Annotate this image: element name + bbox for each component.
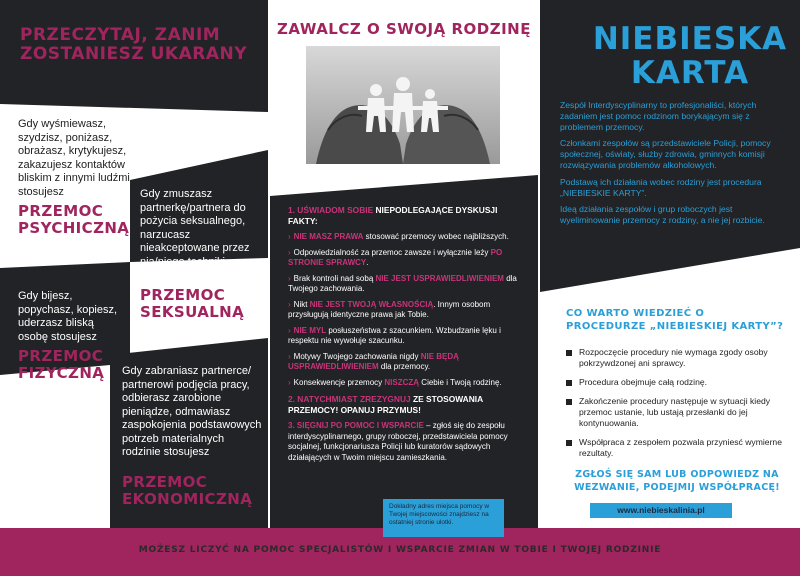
- arrow-icon: ›: [288, 351, 291, 361]
- step-3-lead: 3. SIĘGNIJ PO POMOC I WSPARCIE: [288, 421, 424, 430]
- middle-title: ZAWALCZ O SWOJĄ RODZINĘ: [277, 20, 531, 38]
- step-2: [288, 394, 522, 415]
- middle-body: [288, 205, 522, 468]
- middle-panel: [270, 0, 538, 528]
- fact-item: [288, 300, 522, 321]
- left-title: PRZECZYTAJ, ZANIM ZOSTANIESZ UKARANY: [20, 25, 248, 64]
- fact-highlight: PO STRONIE SPRAWCY: [288, 247, 503, 267]
- fact-item: [288, 274, 522, 295]
- step-2-lead: 2. NATYCHMIAST ZREZYGNUJ: [288, 394, 411, 404]
- step-3-rest: – zgłoś się do zespołu interdyscyplinarnego, grupy roboczej, przedstawiciela pomocy socjalnej, funkcjonariusza Policji lub kuratorów sądowych działających w Twoim miejscu zamieszkania.: [288, 421, 508, 462]
- bullet-square-icon: [566, 399, 572, 405]
- intro-paragraph: Zespół Interdyscyplinarny to profesjonaliści, których zadaniem jest pomoc rodzinom borykającym się z problemem przemocy.: [560, 100, 757, 132]
- right-panel: [540, 0, 800, 528]
- fact-text: .: [366, 258, 369, 267]
- facts-list: [288, 232, 522, 388]
- arrow-icon: ›: [288, 299, 291, 309]
- intro-paragraph: Ideą działania zespołów i grup roboczych jest wyeliminowanie przemocy z rodziny, a nie jej rozbicie.: [560, 204, 765, 226]
- left-panel: [0, 0, 268, 528]
- info-box: Dokładny adres miejsca pomocy w Twojej miejscowości znajdziesz na ostatniej stronie ulotki.: [383, 499, 504, 537]
- fact-highlight: NIE MYL: [293, 325, 327, 335]
- fact-highlight: NISZCZĄ: [384, 377, 420, 387]
- intro-paragraph: Członkami zespołów są przedstawiciele Policji, pomocy społecznej, oświaty, służby zdrowia, gminnych komisji rozwiązywania problemów alkoholowych.: [560, 138, 771, 170]
- intro-paragraph: Podstawą ich działania wobec rodziny jest procedura „NIEBIESKIE KARTY”.: [560, 176, 762, 198]
- step-1-rest: NIEPODLEGAJĄCE DYSKUSJI FAKTY:: [288, 205, 498, 226]
- psychological-violence-heading: PRZEMOC PSYCHICZNĄ: [18, 202, 130, 237]
- list-item: [566, 377, 788, 388]
- list-item-text: Rozpoczęcie procedury nie wymaga zgody osoby pokrzywdzonej ani sprawcy.: [579, 347, 768, 368]
- list-item-text: Zakończenie procedury następuje w sytuacji kiedy przemoc ustanie, lub ustają przesłanki do jej kontynuowania.: [579, 396, 771, 428]
- fact-text: dla przemocy.: [378, 362, 431, 371]
- fact-highlight: NIE JEST TWOJĄ WŁASNOŚCIĄ: [309, 299, 434, 309]
- fact-text: Ciebie i Twoją rodzinę.: [419, 377, 502, 387]
- website-link[interactable]: www.niebieskalinia.pl: [590, 503, 732, 518]
- fact-text: Konsekwencje przemocy: [293, 377, 385, 387]
- bullet-square-icon: [566, 440, 572, 446]
- sexual-violence-heading: PRZEMOC SEKSUALNĄ: [140, 286, 245, 321]
- call-to-action: ZGŁOŚ SIĘ SAM LUB ODPOWIEDZ NA WEZWANIE, PODEJMIJ WSPÓŁPRACĘ!: [574, 469, 780, 493]
- list-item: [566, 396, 788, 429]
- economic-violence-heading: PRZEMOC EKONOMICZNĄ: [122, 473, 253, 508]
- fact-item: [288, 352, 522, 373]
- step-1-lead: 1. UŚWIADOM SOBIE: [288, 205, 374, 215]
- bullet-square-icon: [566, 380, 572, 386]
- physical-violence-text: Gdy bijesz, popychasz, kopiesz, uderzasz bliską osobę stosujesz: [18, 290, 118, 343]
- bullet-square-icon: [566, 350, 572, 356]
- fact-text: Nikt: [293, 299, 310, 309]
- fact-highlight: NIE JEST USPRAWIEDLIWIENIEM: [375, 273, 504, 283]
- arrow-icon: ›: [288, 325, 291, 335]
- fact-highlight: NIE MASZ PRAWA: [293, 232, 364, 241]
- physical-violence-heading: PRZEMOC FIZYCZNĄ: [18, 347, 105, 382]
- step-2-rest: ZE STOSOWANIA PRZEMOCY! OPANUJ PRZYMUS!: [288, 394, 483, 415]
- fact-text: stosować przemocy wobec najbliższych.: [363, 232, 509, 241]
- sexual-violence-text: Gdy zmuszasz partnerkę/partnera do pożycia seksualnego, narzucasz nieakceptowane przez nią/niego techniki seksualne stosujesz: [140, 188, 250, 281]
- fact-text: Brak kontroli nad sobą: [293, 273, 376, 283]
- footer-text: MOŻESZ LICZYĆ NA POMOC SPECJALISTÓW I WSPARCIE ZMIAN W TOBIE I TWOJEJ RODZINIE: [138, 545, 662, 555]
- psychological-violence-text: Gdy wyśmiewasz, szydzisz, poniżasz, obrażasz, krytykujesz, zakazujesz kontaktów bliskim z innymi ludźmi stosujesz: [18, 118, 130, 198]
- fact-text: dla Twojego zachowania.: [288, 273, 517, 293]
- arrow-icon: ›: [288, 273, 291, 283]
- right-title-line2: KARTA: [630, 55, 750, 91]
- hands-holding-paper-family-icon: [306, 46, 500, 164]
- fact-text: Odpowiedzialność za przemoc zawsze i wyłącznie leży: [293, 247, 491, 257]
- economic-violence-text: Gdy zabraniasz partnerce/ partnerowi podjęcia pracy, odbierasz zarobione pieniądze, odmawiasz zaspokojenia podstawowych potrzeb materialnych rodzinie stosujesz: [122, 365, 262, 458]
- step-1: [288, 205, 522, 226]
- list-item: [566, 437, 788, 459]
- right-title-line1: NIEBIESKA: [592, 21, 788, 57]
- fact-item: [288, 326, 522, 347]
- right-intro: [560, 100, 792, 232]
- arrow-icon: ›: [288, 377, 291, 387]
- fact-text: posłuszeństwa z szacunkiem. Wzbudzanie lęku i respektu nie wywołuje szacunku.: [288, 325, 501, 345]
- fact-text: Motywy Twojego zachowania nigdy: [293, 351, 421, 361]
- list-item-text: Współpraca z zespołem pozwala przyniesć wymierne rezultaty.: [579, 437, 782, 458]
- step-3: [288, 421, 522, 463]
- arrow-icon: ›: [288, 232, 291, 241]
- fact-highlight: NIE BĘDĄ USPRAWIEDLIWIENIEM: [288, 351, 459, 371]
- fact-text: . Innym osobom przysługują identyczne prawa jak Tobie.: [288, 299, 491, 319]
- right-subtitle: CO WARTO WIEDZIEĆ O PROCEDURZE „NIEBIESKIEJ KARTY”?: [566, 308, 784, 332]
- right-title: [580, 22, 800, 90]
- fact-item: [288, 378, 522, 389]
- arrow-icon: ›: [288, 247, 291, 257]
- list-item: [566, 347, 788, 369]
- fact-item: [288, 232, 522, 243]
- procedure-facts-list: [566, 347, 788, 467]
- fact-item: [288, 248, 522, 269]
- list-item-text: Procedura obejmuje całą rodzinę.: [579, 377, 708, 387]
- hands-family-photo: [306, 46, 500, 164]
